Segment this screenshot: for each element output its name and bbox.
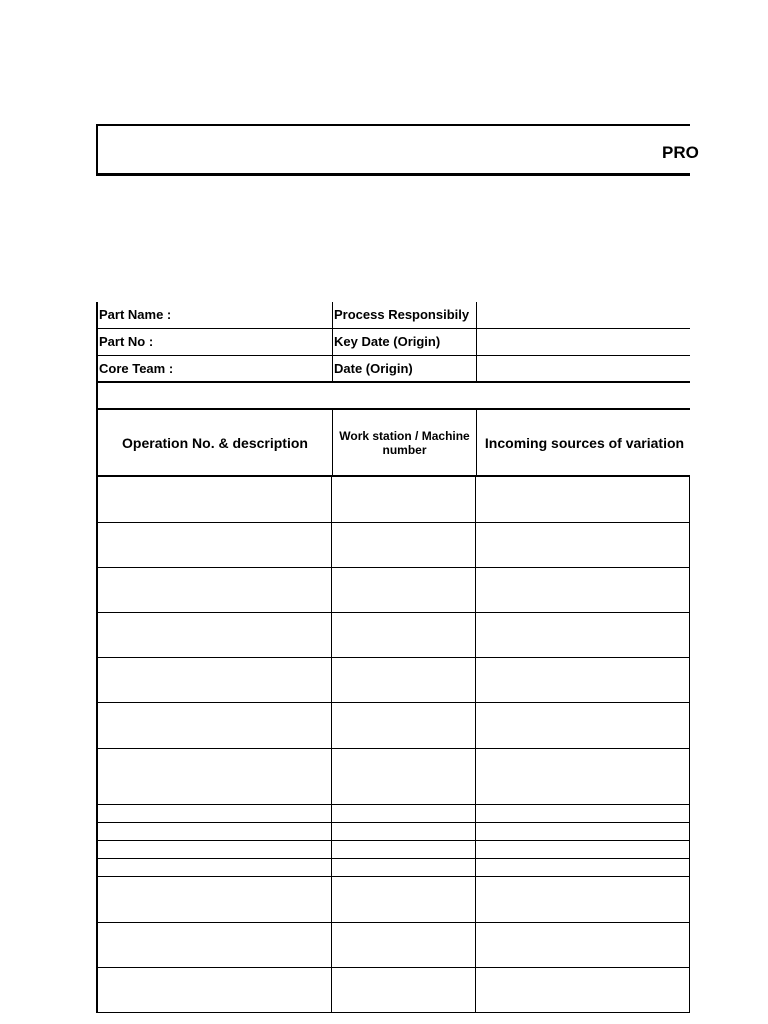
table-row[interactable]	[96, 522, 690, 568]
table-row[interactable]	[96, 477, 690, 523]
spacer-row	[96, 383, 690, 410]
part-no-label: Part No :	[98, 329, 333, 355]
table-row[interactable]	[96, 804, 690, 823]
info-row-part-no	[96, 329, 690, 356]
date-origin-value[interactable]	[477, 356, 692, 382]
date-origin-label: Date (Origin)	[333, 356, 477, 382]
table-row[interactable]	[96, 702, 690, 749]
column-header-workstation: Work station / Machine number	[333, 410, 477, 475]
column-header-operation: Operation No. & description	[98, 410, 333, 475]
process-responsibility-label: Process Responsibily	[333, 302, 477, 328]
column-header-variation: Incoming sources of variation	[484, 434, 685, 451]
table-row[interactable]	[96, 840, 690, 859]
table-row[interactable]	[96, 612, 690, 658]
part-name-label: Part Name :	[98, 302, 333, 328]
table-row[interactable]	[96, 822, 690, 841]
key-date-value[interactable]	[477, 329, 692, 355]
info-row-core-team	[96, 356, 690, 383]
table-header	[96, 410, 690, 477]
title-row	[96, 124, 699, 176]
table-row[interactable]	[96, 967, 690, 1013]
table-row[interactable]	[96, 858, 690, 877]
table-row[interactable]	[96, 876, 690, 923]
form-title: PRO	[662, 143, 699, 162]
table-row[interactable]	[96, 567, 690, 613]
key-date-label: Key Date (Origin)	[333, 329, 477, 355]
core-team-label: Core Team :	[98, 356, 333, 382]
info-row-part-name	[96, 302, 690, 329]
table-row[interactable]	[96, 922, 690, 968]
table-row[interactable]	[96, 748, 690, 805]
table-row[interactable]	[96, 657, 690, 703]
process-responsibility-value[interactable]	[477, 302, 692, 328]
